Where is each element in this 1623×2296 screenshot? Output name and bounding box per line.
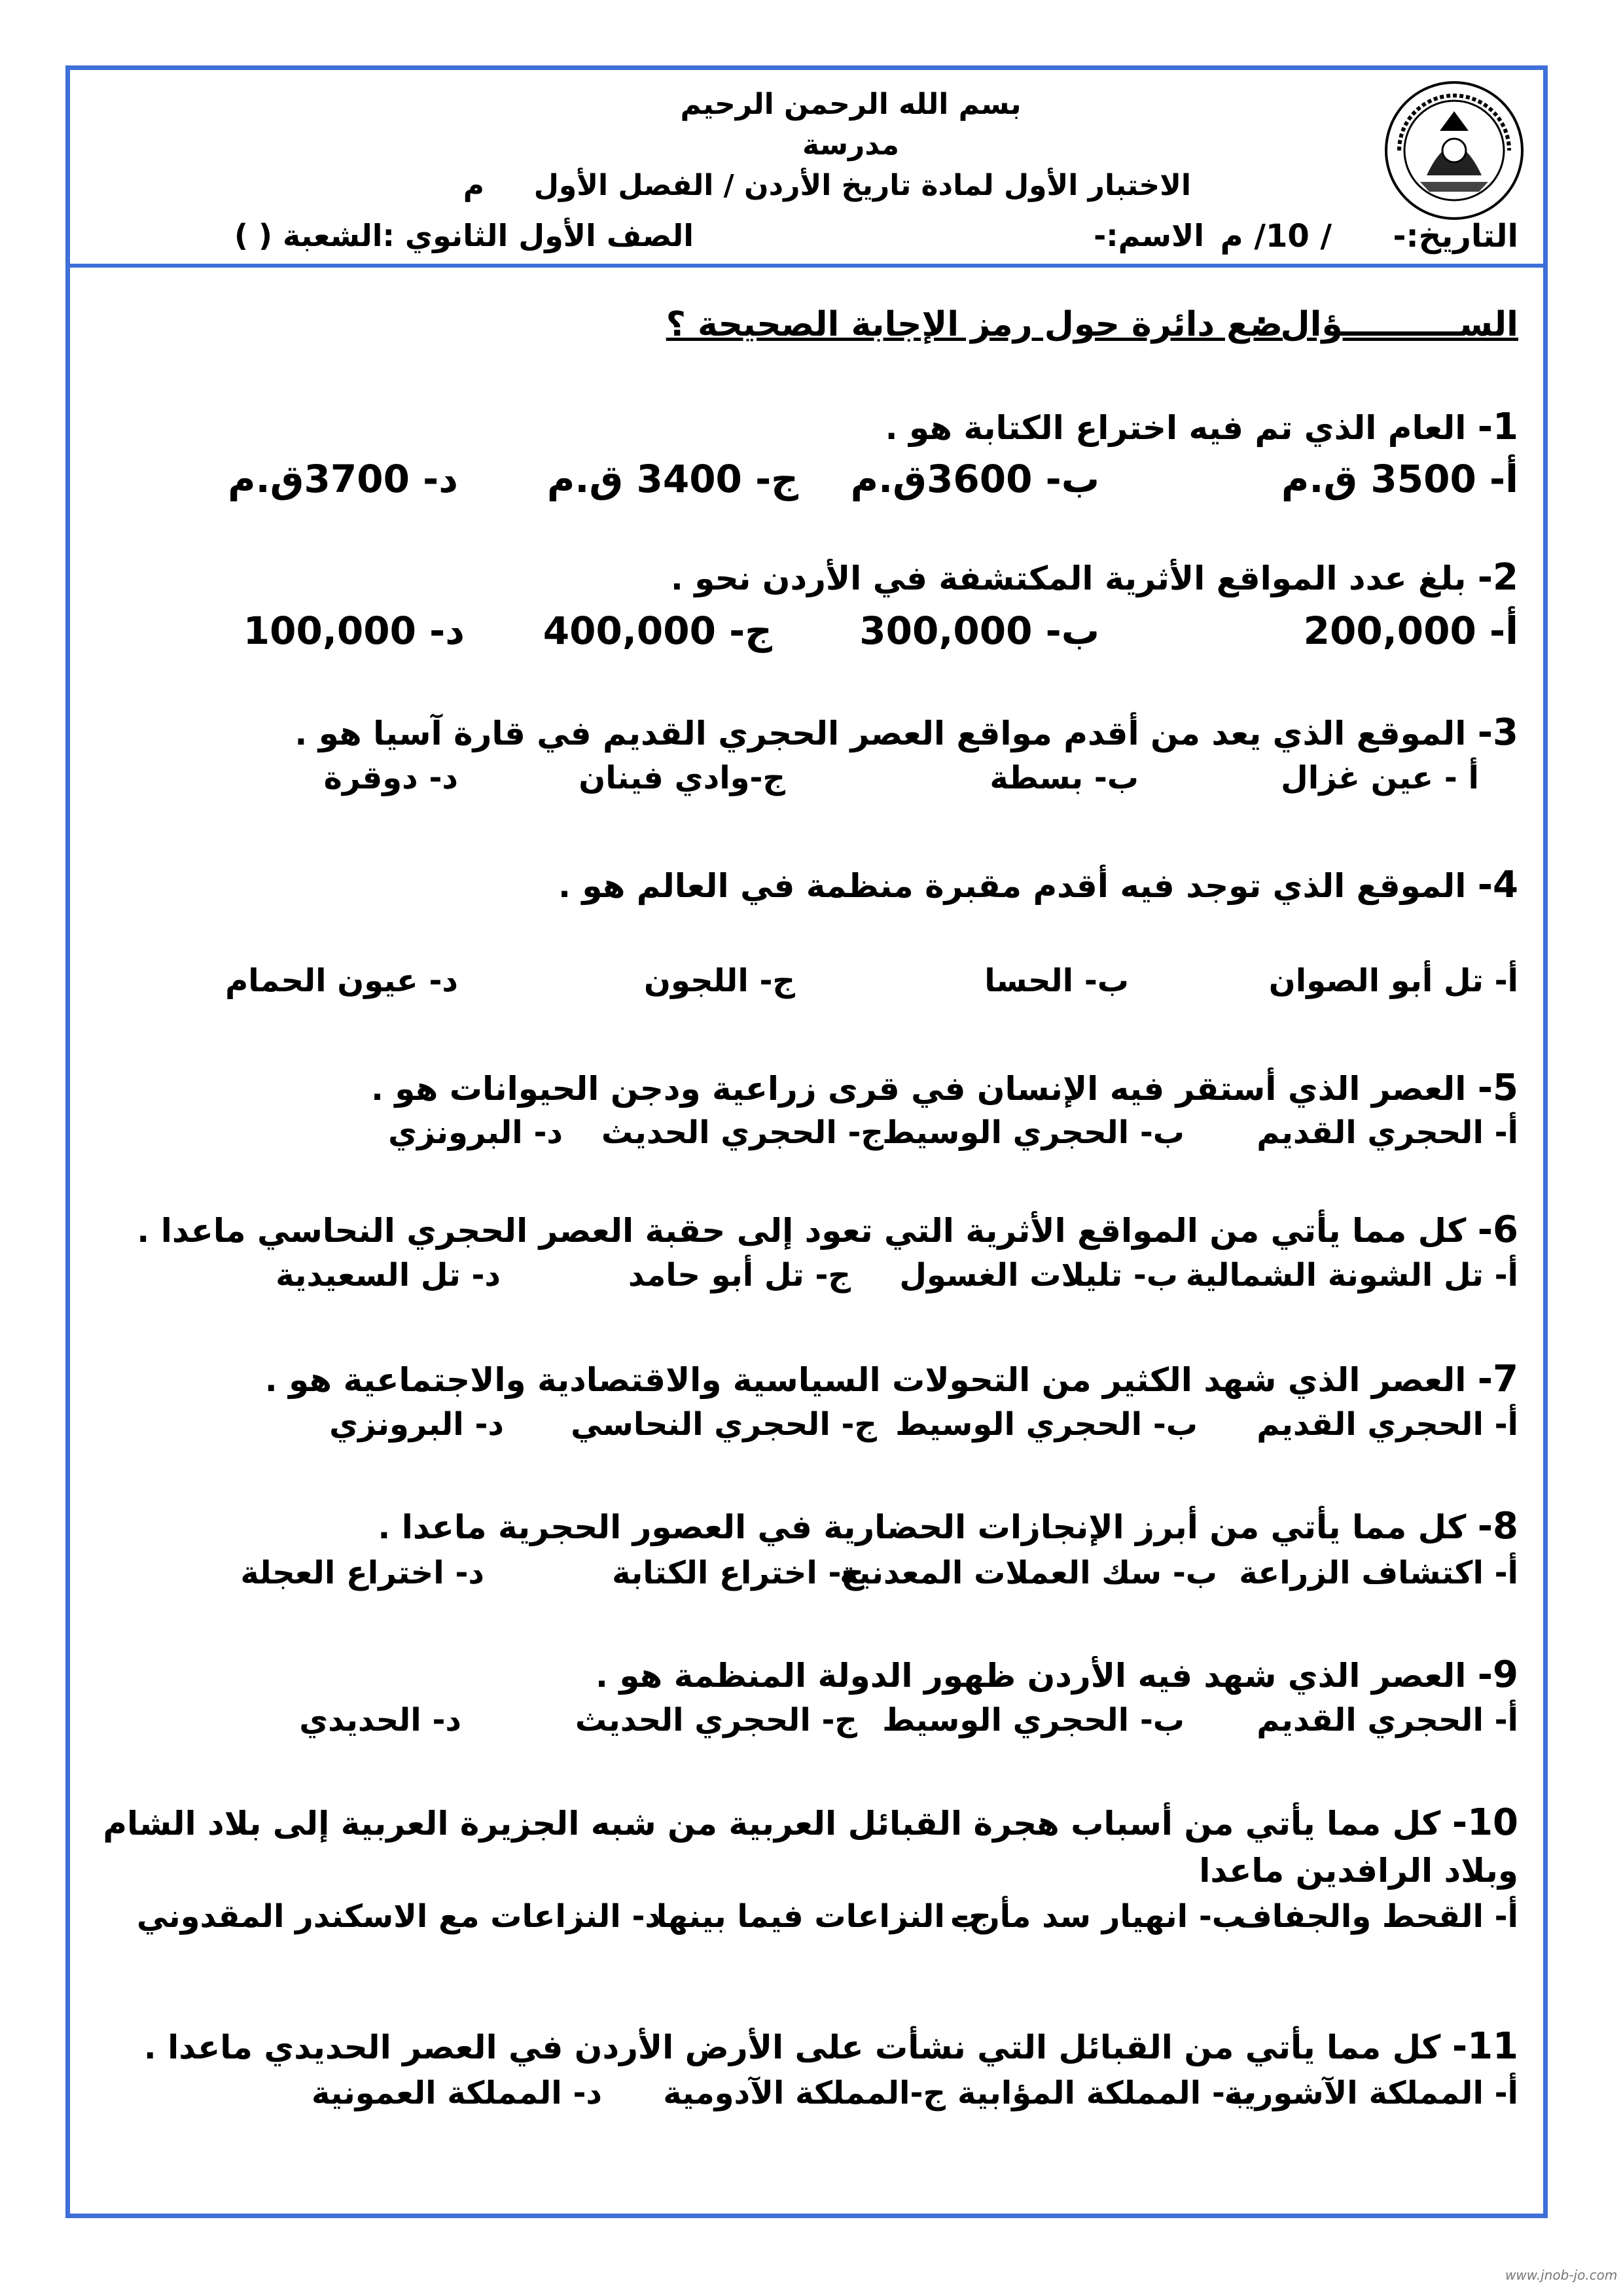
option-c[interactable]: ج- 3400 ق.م <box>546 457 798 501</box>
option-d[interactable]: د- 100,000 <box>243 609 465 653</box>
question-8: 8- كل مما يأتي من أبرز الإنجازات الحضارية في العصور الحجرية ماعدا . <box>378 1505 1518 1547</box>
class-label: الصف الأول الثانوي :الشعبة ( ) <box>234 218 694 253</box>
option-a[interactable]: أ- 200,000 <box>1303 609 1518 653</box>
option-a[interactable]: أ- المملكة الآشورية <box>1224 2075 1518 2111</box>
option-d[interactable]: د- تل السعيدية <box>276 1257 501 1294</box>
option-c[interactable]: ج- تل أبو حامد <box>628 1257 851 1294</box>
ministry-emblem <box>1381 77 1528 224</box>
option-a[interactable]: أ- الحجري القديم <box>1257 1114 1518 1151</box>
header-separator <box>65 264 1548 268</box>
question-1: 1- العام الذي تم فيه اختراع الكتابة هو . <box>885 406 1518 448</box>
option-c[interactable]: ج-وادي فينان <box>579 760 785 796</box>
date-value: / 10/ م <box>1220 218 1332 255</box>
option-a[interactable]: أ- اكتشاف الزراعة <box>1239 1555 1518 1591</box>
option-c[interactable]: ج- النزاعات فيما بينها <box>656 1898 991 1935</box>
option-c[interactable]: ج-المملكة الآدومية <box>663 2075 946 2111</box>
question-11: 11- كل مما يأتي من القبائل التي نشأت على الأرض الأردن في العصر الحديدي ماعدا . <box>143 2025 1518 2068</box>
option-b[interactable]: ب- المملكة المؤابية <box>957 2075 1257 2111</box>
option-d[interactable]: د- عيون الحمام <box>225 963 458 999</box>
option-c[interactable]: ج- الحجري الحديث <box>601 1114 883 1151</box>
option-b[interactable]: ب- سك العملات المعدنية <box>840 1555 1217 1591</box>
option-b[interactable]: ب- الحسا <box>984 963 1129 999</box>
site-watermark: www.jnob-jo.com <box>1505 2267 1618 2283</box>
option-b[interactable]: ب- بسطة <box>990 760 1139 796</box>
option-d[interactable]: د- النزاعات مع الاسكندر المقدوني <box>137 1898 661 1935</box>
date-label: التاريخ:- <box>1393 218 1518 255</box>
option-a[interactable]: أ- 3500 ق.م <box>1281 457 1518 501</box>
option-d[interactable]: د- اختراع العجلة <box>240 1555 484 1591</box>
option-c[interactable]: ج- 400,000 <box>543 609 772 653</box>
option-a[interactable]: أ- الحجري القديم <box>1257 1702 1518 1739</box>
option-c[interactable]: ج- الحجري الحديث <box>575 1702 857 1739</box>
option-b[interactable]: ب- الحجري الوسيط <box>882 1114 1185 1151</box>
question-title-text: ضع دائرة حول رمز الإجابة الصحيحة ؟ <box>666 305 1283 344</box>
option-b[interactable]: ب- الحجري الوسيط <box>895 1406 1198 1443</box>
option-d[interactable]: د- دوقرة <box>323 760 458 796</box>
question-7: 7- العصر الذي شهد الكثير من التحولات السياسية والاقتصادية والاجتماعية هو . <box>264 1358 1518 1400</box>
option-c[interactable]: ج- اللجون <box>644 963 795 999</box>
question-9: 9- العصر الذي شهد فيه الأردن ظهور الدولة المنظمة هو . <box>595 1653 1518 1696</box>
basmala: بسم الله الرحمن الرحيم <box>680 88 1022 121</box>
option-c[interactable]: ج- الحجري النحاسي <box>571 1406 877 1443</box>
option-c[interactable]: ج- اختراع الكتابة <box>612 1555 864 1591</box>
question-10: 10- كل مما يأتي من أسباب هجرة القبائل العربية من شبه الجزيرة العربية إلى بلاد الشام وبلاد الرافدين ماعدا <box>103 1801 1518 1890</box>
question-4: 4- الموقع الذي توجد فيه أقدم مقبرة منظمة في العالم هو . <box>558 864 1518 906</box>
question-title-label: الســــــــــؤال : <box>1255 305 1518 344</box>
question-3: 3- الموقع الذي يعد من أقدم مواقع العصر الحجري القديم في قارة آسيا هو . <box>294 711 1518 754</box>
option-b[interactable]: ب- تليلات الغسول <box>899 1257 1178 1294</box>
option-a[interactable]: أ - عين غزال <box>1281 760 1479 796</box>
exam-title-suffix: م <box>463 169 484 202</box>
option-a[interactable]: أ- تل الشونة الشمالية <box>1185 1257 1518 1294</box>
option-d[interactable]: د- المملكة العمونية <box>312 2075 602 2111</box>
question-5: 5- العصر الذي أستقر فيه الإنسان في قرى زراعية ودجن الحيوانات هو . <box>370 1067 1518 1109</box>
option-a[interactable]: أ- الحجري القديم <box>1257 1406 1518 1443</box>
exam-title: الاختبار الأول لمادة تاريخ الأردن / الفصل الأول <box>533 169 1191 202</box>
option-d[interactable]: د- البرونزي <box>388 1114 563 1151</box>
option-b[interactable]: ب- انهيار سد مأرب <box>950 1898 1243 1935</box>
option-d[interactable]: د- البرونزي <box>329 1406 504 1443</box>
option-b[interactable]: ب- الحجري الوسيط <box>882 1702 1185 1739</box>
option-b[interactable]: ب- 300,000 <box>859 609 1099 653</box>
name-label: الاسم:- <box>1094 218 1204 253</box>
option-d[interactable]: د- الحديدي <box>299 1702 461 1739</box>
option-b[interactable]: ب- 3600ق.م <box>850 457 1099 501</box>
option-a[interactable]: أ- القحط والجفاف <box>1235 1898 1518 1935</box>
question-6: 6- كل مما يأتي من المواقع الأثرية التي تعود إلى حقبة العصر الحجري النحاسي ماعدا . <box>137 1209 1518 1251</box>
question-2: 2- بلغ عدد المواقع الأثرية المكتشفة في الأردن نحو . <box>670 556 1518 599</box>
school-name: مدرسة <box>802 128 899 162</box>
option-a[interactable]: أ- تل أبو الصوان <box>1268 963 1518 999</box>
option-d[interactable]: د- 3700ق.م <box>228 457 458 501</box>
